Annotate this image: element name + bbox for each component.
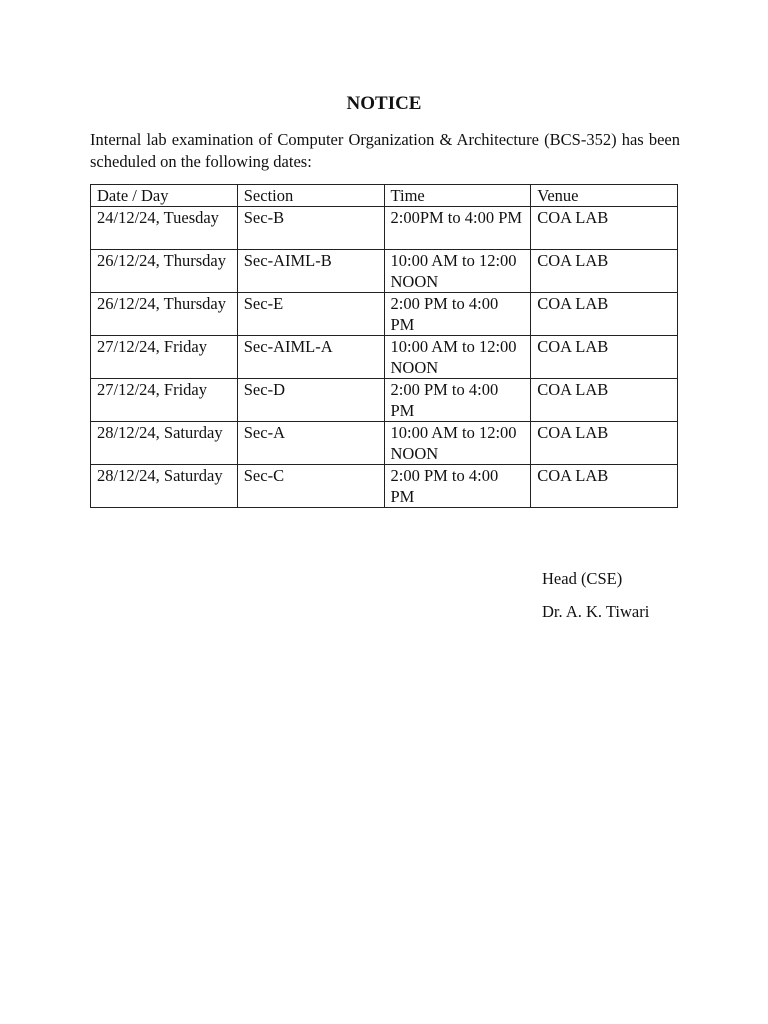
table-row [91, 207, 678, 250]
cell-section: Sec-D [237, 379, 384, 422]
header-section: Section [237, 185, 384, 207]
table-header-row [91, 185, 678, 207]
cell-venue: COA LAB [531, 250, 678, 293]
cell-time: 2:00PM to 4:00 PM [384, 207, 531, 250]
signature-block [542, 568, 649, 634]
cell-section: Sec-E [237, 293, 384, 336]
cell-time: 10:00 AM to 12:00 NOON [384, 422, 531, 465]
cell-time: 2:00 PM to 4:00 PM [384, 379, 531, 422]
cell-date: 27/12/24, Friday [91, 336, 238, 379]
table-row [91, 422, 678, 465]
table-row [91, 465, 678, 508]
cell-venue: COA LAB [531, 422, 678, 465]
cell-venue: COA LAB [531, 465, 678, 508]
table-row [91, 293, 678, 336]
cell-date: 27/12/24, Friday [91, 379, 238, 422]
cell-venue: COA LAB [531, 293, 678, 336]
cell-section: Sec-B [237, 207, 384, 250]
cell-venue: COA LAB [531, 207, 678, 250]
notice-title: NOTICE [346, 93, 422, 114]
cell-date: 26/12/24, Thursday [91, 293, 238, 336]
cell-venue: COA LAB [531, 336, 678, 379]
cell-time: 2:00 PM to 4:00 PM [384, 465, 531, 508]
cell-venue: COA LAB [531, 379, 678, 422]
table-row [91, 336, 678, 379]
exam-schedule-table [90, 184, 678, 508]
cell-section: Sec-AIML-B [237, 250, 384, 293]
cell-time: 10:00 AM to 12:00 NOON [384, 336, 531, 379]
header-venue: Venue [531, 185, 678, 207]
header-date: Date / Day [91, 185, 238, 207]
cell-time: 2:00 PM to 4:00 PM [384, 293, 531, 336]
cell-date: 28/12/24, Saturday [91, 465, 238, 508]
signatory-name: Dr. A. K. Tiwari [542, 602, 650, 621]
signatory-designation: Head (CSE) [542, 569, 623, 588]
cell-date: 26/12/24, Thursday [91, 250, 238, 293]
cell-time: 10:00 AM to 12:00 NOON [384, 250, 531, 293]
notice-intro: Internal lab examination of Computer Organization & Architecture (BCS-352) has been scheduled on the following dates: [90, 130, 680, 171]
cell-section: Sec-C [237, 465, 384, 508]
cell-date: 24/12/24, Tuesday [91, 207, 238, 250]
cell-date: 28/12/24, Saturday [91, 422, 238, 465]
cell-section: Sec-AIML-A [237, 336, 384, 379]
table-row [91, 379, 678, 422]
table-row [91, 250, 678, 293]
header-time: Time [384, 185, 531, 207]
cell-section: Sec-A [237, 422, 384, 465]
